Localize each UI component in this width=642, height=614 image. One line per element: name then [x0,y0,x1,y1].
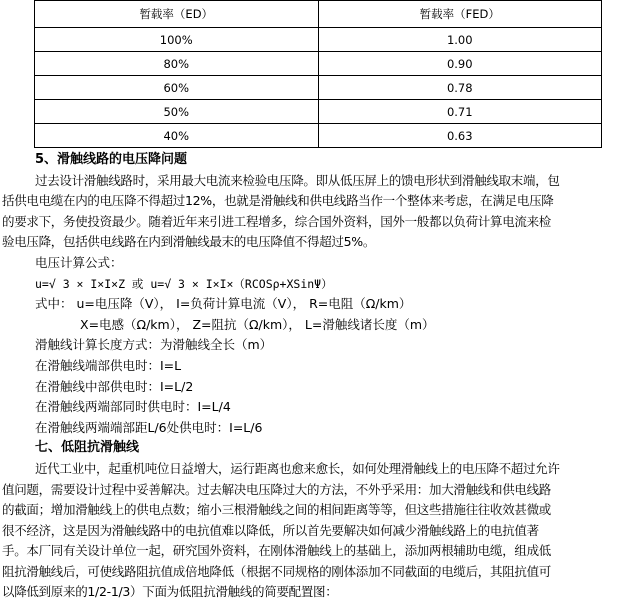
cell-ed: 60% [35,76,319,100]
paragraph-line: 值问题，需要设计过程中妥善解决。过去解决电压降过大的方法，不外乎采用：加大滑触线和供电线路 [2,481,552,497]
formula-label: 电压计算公式： [35,254,123,270]
cell-fed: 0.90 [318,52,602,76]
paragraph-line: 很不经济，这是因为滑触线路中的电抗值难以降低，所以首先要解决如何减少滑触线路上的电抗值著 [2,522,539,538]
formula: u=√ 3 × I×I×Z 或 u=√ 3 × I×I×（RCOSρ+XSinΨ） [35,276,333,291]
paragraph-line: 手。本厂同有关设计单位一起，研究国外资料，在刚体滑触线上的基础上，添加两根辅助电缆，组成低 [2,543,552,559]
table-row [35,124,602,148]
cell-fed: 0.71 [318,100,602,124]
header-ed: 暂载率（ED） [35,1,319,28]
table-row [35,52,602,76]
paragraph-line: 阻抗滑触线后，可使线路阻抗值成倍地降低（根据不同规格的刚体添加不同截面的电缆后，其阻抗值可 [2,563,552,579]
formula-where-line: X=电感（Ω/km）， Z=阻抗（Ω/km）， L=滑触线诸长度（m） [80,316,435,332]
cell-ed: 40% [35,124,319,148]
cell-ed: 100% [35,28,319,52]
document-body [2,150,638,603]
table-header-row [35,1,602,28]
length-line: 在滑触线端部供电时：I=L [35,357,182,373]
section-7-heading: 七、低阻抗滑触线 [35,440,140,456]
paragraph-line: 过去设计滑触线路时，采用最大电流来检验电压降。即从低压屏上的馈电形状到滑触线取末端，包 [35,172,560,188]
paragraph-line: 括供电电缆在内的电压降不得超过12%，也就是滑触线和供电线路当作一个整体来考虑，在满足电压降 [2,193,554,209]
cell-ed: 80% [35,52,319,76]
cell-fed: 0.78 [318,76,602,100]
paragraph-line: 验电压降，包括供电线路在内到滑触线最末的电压降值不得超过5%。 [2,234,376,250]
ed-fed-table [34,0,602,148]
header-fed: 暂载率（FED） [318,1,602,28]
paragraph-line: 的要求下，务使投资最少。随着近年来引进工程增多，综合国外资料，国外一般都以负荷计算电流来检 [2,213,552,229]
cell-ed: 50% [35,100,319,124]
length-line: 在滑触线中部供电时：I=L/2 [35,378,194,394]
cell-fed: 0.63 [318,124,602,148]
paragraph-line: 的截面；增加滑触线上的供电点数；缩小三根滑触线之间的相间距离等等，但这些措施往往收效甚微或 [2,502,552,518]
length-line: 在滑触线两端端部距L/6处供电时：I=L/6 [35,419,263,435]
table-row [35,76,602,100]
table-row [35,100,602,124]
formula-where-line: 式中： u=电压降（V）， I=负荷计算电流（V）， R=电阻（Ω/km） [35,296,412,312]
cell-fed: 1.00 [318,28,602,52]
paragraph-line: 以降低到原来的1/2-1/3）下面为低阻抗滑触线的简要配置图： [2,584,338,600]
table-row [35,28,602,52]
section-5-heading: 5、滑触线路的电压降问题 [35,152,188,167]
length-line: 滑触线计算长度方式：为滑触线全长（m） [35,337,273,353]
length-line: 在滑触线两端部同时供电时：I=L/4 [35,399,231,415]
paragraph-line: 近代工业中，起重机吨位日益增大，运行距离也愈来愈长，如何处理滑触线上的电压降不超过允许 [35,460,560,476]
